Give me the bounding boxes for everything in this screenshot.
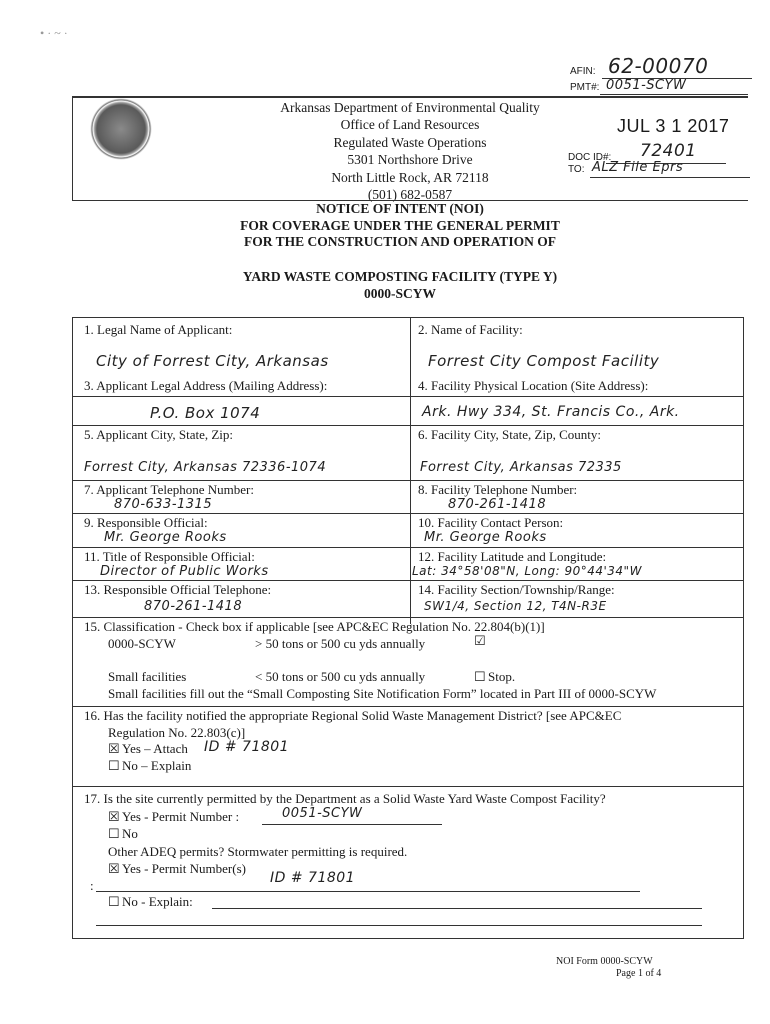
section-16-regulation: Regulation No. 22.803(c)] <box>108 725 246 740</box>
field-1-value[interactable]: City of Forrest City, Arkansas <box>96 352 329 370</box>
field-2-value[interactable]: Forrest City Compost Facility <box>428 352 660 370</box>
section-16-yes-checkbox[interactable]: ☒ <box>108 741 120 756</box>
field-12-label: 12. Facility Latitude and Longitude: <box>418 549 607 564</box>
section-17-other-permits: Other ADEQ permits? Stormwater permitting is required. <box>108 844 408 859</box>
adeq-seal-logo <box>90 98 152 160</box>
section-17-yes2-text: Yes - Permit Number(s) <box>122 861 246 876</box>
field-7-label: 7. Applicant Telephone Number: <box>84 482 254 497</box>
section-16-title: 16. Has the facility notified the appropriate Regional Solid Waste Management District? [see APC&EC <box>84 708 622 723</box>
field-12-value[interactable]: Lat: 34°58'08"N, Long: 90°44'34"W <box>412 564 642 578</box>
section-15-stop-checkbox[interactable]: ☐ <box>474 669 486 684</box>
field-6-label: 6. Facility City, State, Zip, County: <box>418 427 601 442</box>
field-3-label: 3. Applicant Legal Address (Mailing Address): <box>84 378 328 393</box>
field-14-label: 14. Facility Section/Township/Range: <box>418 582 615 597</box>
section-17-permit2-value[interactable]: ID # 71801 <box>270 870 356 886</box>
section-17-no-checkbox[interactable]: ☐ <box>108 826 120 841</box>
section-15-code: 0000-SCYW <box>108 636 176 651</box>
section-17-yes-text: Yes - Permit Number : <box>122 809 240 824</box>
field-6-value[interactable]: Forrest City, Arkansas 72335 <box>420 460 622 475</box>
section-16-no-checkbox[interactable]: ☐ <box>108 758 120 773</box>
section-15-stop-text: Stop. <box>488 669 516 684</box>
doc-id-label: DOC ID#: <box>568 152 612 163</box>
field-5-label: 5. Applicant City, State, Zip: <box>84 427 234 442</box>
field-11-value[interactable]: Director of Public Works <box>100 564 269 579</box>
footer-form-id: NOI Form 0000-SCYW <box>556 956 653 967</box>
field-8-value[interactable]: 870-261-1418 <box>448 497 547 512</box>
field-4-value[interactable]: Ark. Hwy 334, St. Francis Co., Ark. <box>422 404 680 420</box>
section-16-yes-value[interactable]: ID # 71801 <box>204 739 290 755</box>
field-11-label: 11. Title of Responsible Official: <box>84 549 255 564</box>
received-date-stamp: JUL 3 1 2017 <box>617 116 730 136</box>
to-value: ALZ File Eprs <box>592 160 684 175</box>
afin-label: AFIN: <box>570 66 596 77</box>
pmt-value: 0051-SCYW <box>606 78 687 93</box>
notice-title: NOTICE OF INTENT (NOI) FOR COVERAGE UNDER THE GENERAL PERMIT FOR THE CONSTRUCTION AND OPERATION OF <box>240 201 560 249</box>
section-15-large-text: > 50 tons or 500 cu yds annually <box>255 636 426 651</box>
pmt-label: PMT#: <box>570 82 600 93</box>
field-1-label: 1. Legal Name of Applicant: <box>84 322 233 337</box>
section-15-large-checkbox[interactable]: ☑ <box>474 634 487 649</box>
footer-page-number: Page 1 of 4 <box>616 968 662 979</box>
field-7-value[interactable]: 870-633-1315 <box>114 497 213 512</box>
section-17-no2-text: No - Explain: <box>122 894 193 909</box>
field-3-value[interactable]: P.O. Box 1074 <box>150 404 261 422</box>
field-14-value[interactable]: SW1/4, Section 12, T4N-R3E <box>424 599 607 613</box>
field-10-value[interactable]: Mr. George Rooks <box>424 530 547 545</box>
section-16-no-text: No – Explain <box>122 758 192 773</box>
doc-id-value: 72401 <box>640 141 697 161</box>
field-5-value[interactable]: Forrest City, Arkansas 72336-1074 <box>84 460 327 475</box>
section-15-small-text: < 50 tons or 500 cu yds annually <box>255 669 426 684</box>
section-15-small-label: Small facilities <box>108 669 187 684</box>
afin-value: 62-00070 <box>608 54 709 78</box>
field-4-label: 4. Facility Physical Location (Site Address): <box>418 378 649 393</box>
facility-type-title: YARD WASTE COMPOSTING FACILITY (TYPE Y) 0000-SCYW <box>242 269 558 301</box>
section-15-title: 15. Classification - Check box if applicable [see APC&EC Regulation No. 22.804(b)(1)] <box>84 619 545 634</box>
corner-marks: • · ~ · <box>40 26 68 40</box>
to-label: TO: <box>568 164 585 175</box>
section-17-yes2-checkbox[interactable]: ☒ <box>108 861 120 876</box>
field-13-value[interactable]: 870-261-1418 <box>144 599 243 614</box>
section-17-title: 17. Is the site currently permitted by the Department as a Solid Waste Yard Waste Compost Facility? <box>84 791 606 806</box>
field-8-label: 8. Facility Telephone Number: <box>418 482 578 497</box>
field-9-label: 9. Responsible Official: <box>84 515 208 530</box>
section-15-note: Small facilities fill out the “Small Composting Site Notification Form” located in Part III of 0000-SCYW <box>108 686 657 701</box>
agency-address: Arkansas Department of Environmental Quality Office of Land Resources Regulated Waste Operations 5301 Northshore Drive North Little Rock, AR 72118 (501) 682-0587 <box>280 100 540 203</box>
section-17-permit-value[interactable]: 0051-SCYW <box>282 806 363 821</box>
field-13-label: 13. Responsible Official Telephone: <box>84 582 272 597</box>
section-17-no2-checkbox[interactable]: ☐ <box>108 894 120 909</box>
field-9-value[interactable]: Mr. George Rooks <box>104 530 227 545</box>
section-17-yes-checkbox[interactable]: ☒ <box>108 809 120 824</box>
field-2-label: 2. Name of Facility: <box>418 322 523 337</box>
section-17-no-text: No <box>122 826 138 841</box>
section-17-colon: : <box>90 878 94 893</box>
section-16-yes-text: Yes – Attach <box>122 741 188 756</box>
field-10-label: 10. Facility Contact Person: <box>418 515 564 530</box>
